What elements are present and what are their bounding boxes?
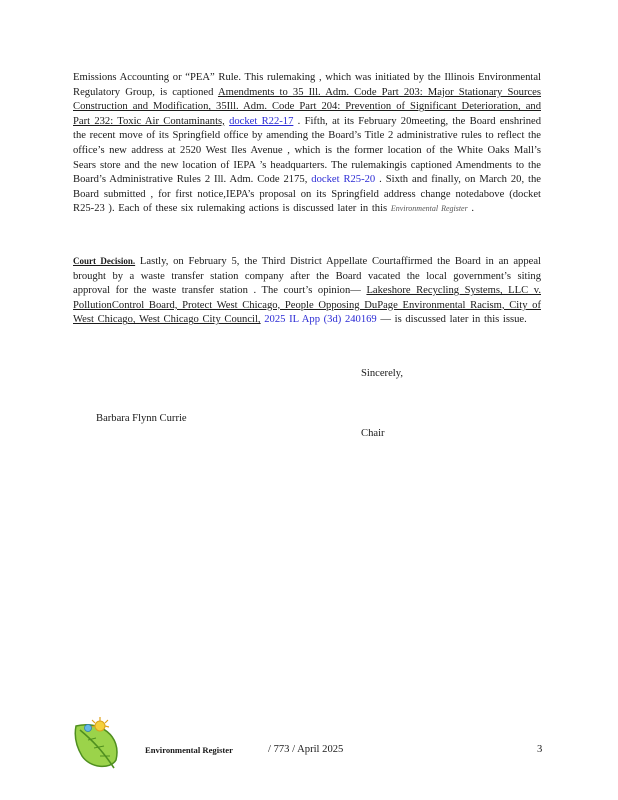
para2-text-2: — is discussed later in this issue. (376, 314, 527, 326)
footer-issue: / 773 / April 2025 (268, 744, 344, 755)
case-name: Lakeshore Recycling Systems, LLC v. PollutionControl Board, Protect West Chicago, People Opposing DuPage Environmental Racism, City of West Chicago, West Chicago City Council, (73, 285, 541, 326)
footer-page-number: 3 (537, 744, 543, 755)
sincerely-text: Sincerely, (361, 368, 403, 379)
signatory-title: Chair (361, 428, 385, 439)
signatory-name: Barbara Flynn Currie (96, 413, 187, 424)
docket-r25-20-link[interactable]: docket R25-20 (311, 174, 376, 186)
para1-text-2: . Fifth, at its February 20meeting, the Board enshrined the recent move of its Springfield office by amending the Board’s Title 2 administrative rules to reflect the office’s new address at 2520 West Iles Avenue , which is the former location of the White Oaks Mall’s Sears store and the new location of IEPA ’s headquarters. The rulemakingis captioned Amendments to the Board’s Administrative Rules 2 Ill. Adm. Code 2175, (73, 115, 541, 186)
footer-publication: Environmental Register (145, 745, 233, 755)
paragraph-court-decision (73, 254, 541, 328)
case-citation-link[interactable]: 2025 IL App (3d) 240169 (264, 314, 377, 326)
leaf-logo-icon (70, 716, 126, 772)
para2-text-1: Lastly, on February 5, the Third District Appellate Courtaffirmed the Board in an appeal brought by a waste transfer station company after the Board vacated the local government’s siting approval for the waste transfer station . The court’s opinion— (73, 256, 541, 297)
para1-text-3: . Sixth and finally, on March 20, the Board submitted , for first notice,IEPA’s proposal on its Springfield address change notedabove (docket R25-23 ). Each of these six rulemaking actions is discussed later in this (73, 174, 541, 215)
environmental-register-ref: Environmental Register (390, 204, 468, 214)
para1-text-1: Emissions Accounting or “PEA” Rule. This rulemaking , which was initiated by the Illinois Environmental Regulatory Group, is captioned (73, 72, 541, 98)
docket-r22-17-link[interactable]: docket R22-17 (229, 115, 294, 127)
para1-text-4: . (467, 203, 475, 215)
paragraph-rulemakings (73, 71, 541, 217)
amendments-caption: Amendments to 35 Ill. Adm. Code Part 203: Major Stationary Sources Construction and Modification, 35Ill. Adm. Code Part 204: Prevention of Significant Deterioration, and Part 232: Toxic Air Contaminants, (73, 86, 542, 127)
court-decision-heading: Court Decision. (73, 256, 136, 266)
